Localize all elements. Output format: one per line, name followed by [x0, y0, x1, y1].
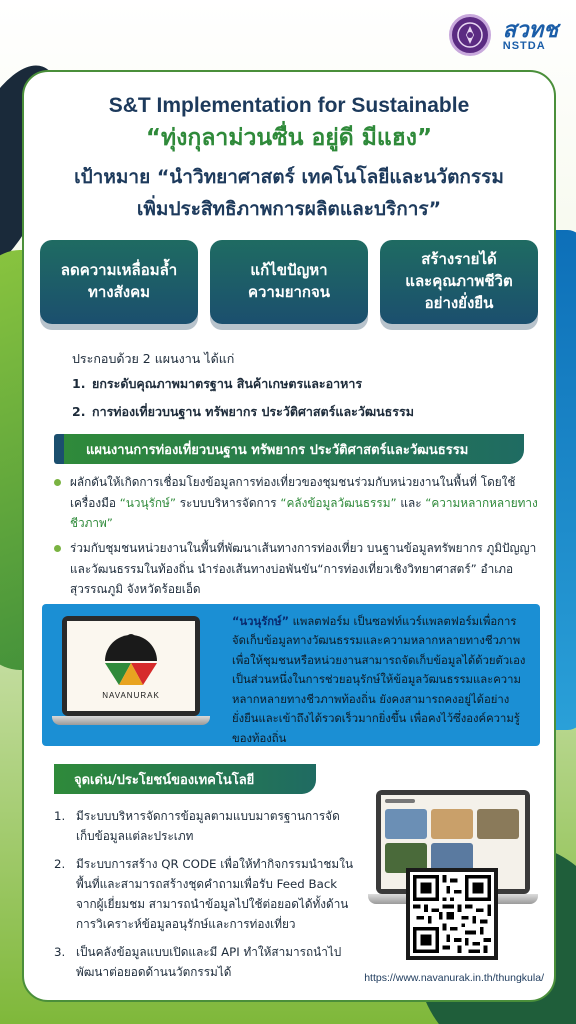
goal-line-1: เป้าหมาย “นำวิทยาศาสตร์ เทคโนโลยีและนวัตกรรม — [74, 166, 504, 188]
goal-line-2: เพิ่มประสิทธิภาพการผลิตและบริการ” — [136, 198, 442, 220]
site-thumbnail — [477, 809, 519, 839]
nstda-logo-english: NSTDA — [502, 39, 546, 52]
benefit-item — [54, 806, 354, 846]
pillar-line: แก้ไขปัญหา — [250, 261, 328, 280]
website-url-link[interactable]: https://www.navanurak.in.th/thungkula/ — [364, 972, 544, 984]
plan-number: 2. — [72, 404, 86, 419]
feature-description — [232, 612, 528, 748]
bullet-text: ผลักดันให้เกิดการเชื่อมโยงข้อมูลการท่องเที่ยวของชุมชนร่วมกับหน่วยงานในพื้นที่ โดยใช้เครื่องมือ — [70, 475, 516, 510]
tourism-section-heading: แผนงานการท่องเที่ยวบนฐาน ทรัพยากร ประวัติศาสตร์และวัฒนธรรม — [64, 434, 524, 464]
qr-code[interactable] — [406, 868, 498, 960]
navanurak-brand-text: NAVANURAK — [102, 690, 160, 700]
pillars-row — [40, 240, 538, 324]
header-logos — [449, 14, 558, 56]
benefit-text: เป็นคลังข้อมูลแบบเปิดและมี API ทำให้สามารถนำไปพัฒนาต่อยอดด้านนวัตกรรมได้ — [76, 945, 342, 980]
nstda-logo-thai: สวทช — [502, 16, 558, 42]
site-nav-bar — [385, 799, 415, 803]
laptop-screen — [62, 616, 200, 716]
seal-logo-icon — [449, 14, 491, 56]
pillar-line: และคุณภาพชีวิต — [405, 272, 513, 291]
plan-number: 1. — [72, 376, 86, 391]
highlight-text: “คลังข้อมูลวัฒนธรรม” — [280, 495, 397, 510]
plans-intro: ประกอบด้วย 2 แผนงาน ได้แก่ — [72, 351, 235, 366]
pillar-line: ลดความเหลื่อมล้ำ — [60, 261, 178, 280]
title-thai: “ทุ่งกุลาม่วนซื่น อยู่ดี มีแฮง” — [145, 125, 433, 151]
laptop-illustration — [52, 616, 210, 734]
poster-card — [22, 70, 556, 1002]
highlight-text: “ความหลากหลายทางชีวภาพ” — [70, 495, 538, 531]
title-english: S&T Implementation for Sustainable — [108, 94, 470, 117]
bullet-item — [52, 472, 538, 534]
navanurak-feature-panel — [42, 604, 540, 746]
benefits-list — [54, 806, 354, 990]
platform-name: “นวนุรักษ์” — [232, 615, 289, 628]
pillar-income-quality — [380, 240, 538, 324]
benefit-text: มีระบบการสร้าง QR CODE เพื่อให้ทำกิจกรรมนำชมในพื้นที่และสามารถสร้างชุดคำถามเพื่อรับ Feed Back จากผู้เยี่ยมชม สามารถนำข้อมูลไปใช้ต่อยอดได้ทั้งด้านการวิเคราะห์ข้อมูลอนุรักษ์และการท่องเที่ยว — [76, 857, 354, 932]
plan-text: การท่องเที่ยวบนฐาน ทรัพยากร ประวัติศาสตร์และวัฒนธรรม — [92, 404, 414, 419]
benefit-number: 1. — [54, 809, 66, 823]
plan-text: ยกระดับคุณภาพมาตรฐาน สินค้าเกษตรและอาหาร — [92, 376, 363, 391]
site-thumbnail — [431, 809, 473, 839]
benefit-number: 3. — [54, 945, 66, 960]
benefit-item — [54, 854, 354, 934]
tourism-bullets — [52, 472, 538, 604]
nstda-logo — [502, 16, 558, 52]
pillar-reduce-inequality — [40, 240, 198, 324]
plan-list — [72, 374, 414, 430]
plan-item — [72, 402, 414, 422]
benefit-item — [54, 942, 354, 982]
pillar-line: อย่างยั่งยืน — [424, 293, 494, 312]
bullet-item: ร่วมกับชุมชนหน่วยงานในพื้นที่พัฒนาเส้นทางการท่องเที่ยว บนฐานข้อมูลทรัพยากร ภูมิปัญญาและวัฒนธรรมในท้องถิ่น นำร่องเส้นทางบ่อพันขัน“การท่องเที่ยวเชิงวิทยาศาสตร์” อำเภอสุวรรณภูมิ จังหวัดร้อยเอ็ด — [52, 538, 538, 600]
plan-item — [72, 374, 414, 394]
pillar-line: ความยากจน — [247, 283, 331, 301]
highlight-text: “นวนุรักษ์” — [119, 495, 176, 510]
bullet-text: และ — [396, 495, 426, 510]
benefit-number: 2. — [54, 857, 66, 872]
bullet-text: ระบบบริหารจัดการ — [175, 495, 281, 510]
qr-code-icon — [413, 875, 491, 953]
navanurak-logo-icon — [99, 633, 163, 687]
pillar-line: ทางสังคม — [87, 283, 151, 301]
platform-description: แพลตฟอร์ม เป็นซอฟท์แวร์แพลตฟอร์มเพื่อการจัดเก็บข้อมูลทางวัฒนธรรมและความหลากหลายทางชีวภาพ เพื่อให้ชุมชนหรือหน่วยงานสามารถจัดเก็บข้อมูลได้ด้วยตัวเองเป็นส่วนหนึ่งในการช่วยอนุรักษ์ให้ข้อมูลวัฒนธรรมและความหลากหลายทางชีวภาพท้องถิ่น ยังคงสามารถคงอยู่ได้อย่างยั่งยืนและเข้าถึงได้รวดเร็วมากยิ่งขึ้น เพื่อคงไว้ซึ่งองค์ความรู้ของท้องถิ่น — [232, 615, 526, 745]
pillar-solve-poverty — [210, 240, 368, 324]
site-thumbnail — [385, 809, 427, 839]
navanurak-logo — [67, 621, 195, 711]
pillar-line: สร้างรายได้ — [421, 250, 497, 269]
benefit-text: มีระบบบริหารจัดการข้อมูลตามแบบมาตรฐานการจัดเก็บข้อมูลแต่ละประเภท — [76, 809, 340, 844]
benefits-heading: จุดเด่น/ประโยชน์ของเทคโนโลยี — [54, 764, 316, 794]
laptop-base — [52, 716, 210, 725]
